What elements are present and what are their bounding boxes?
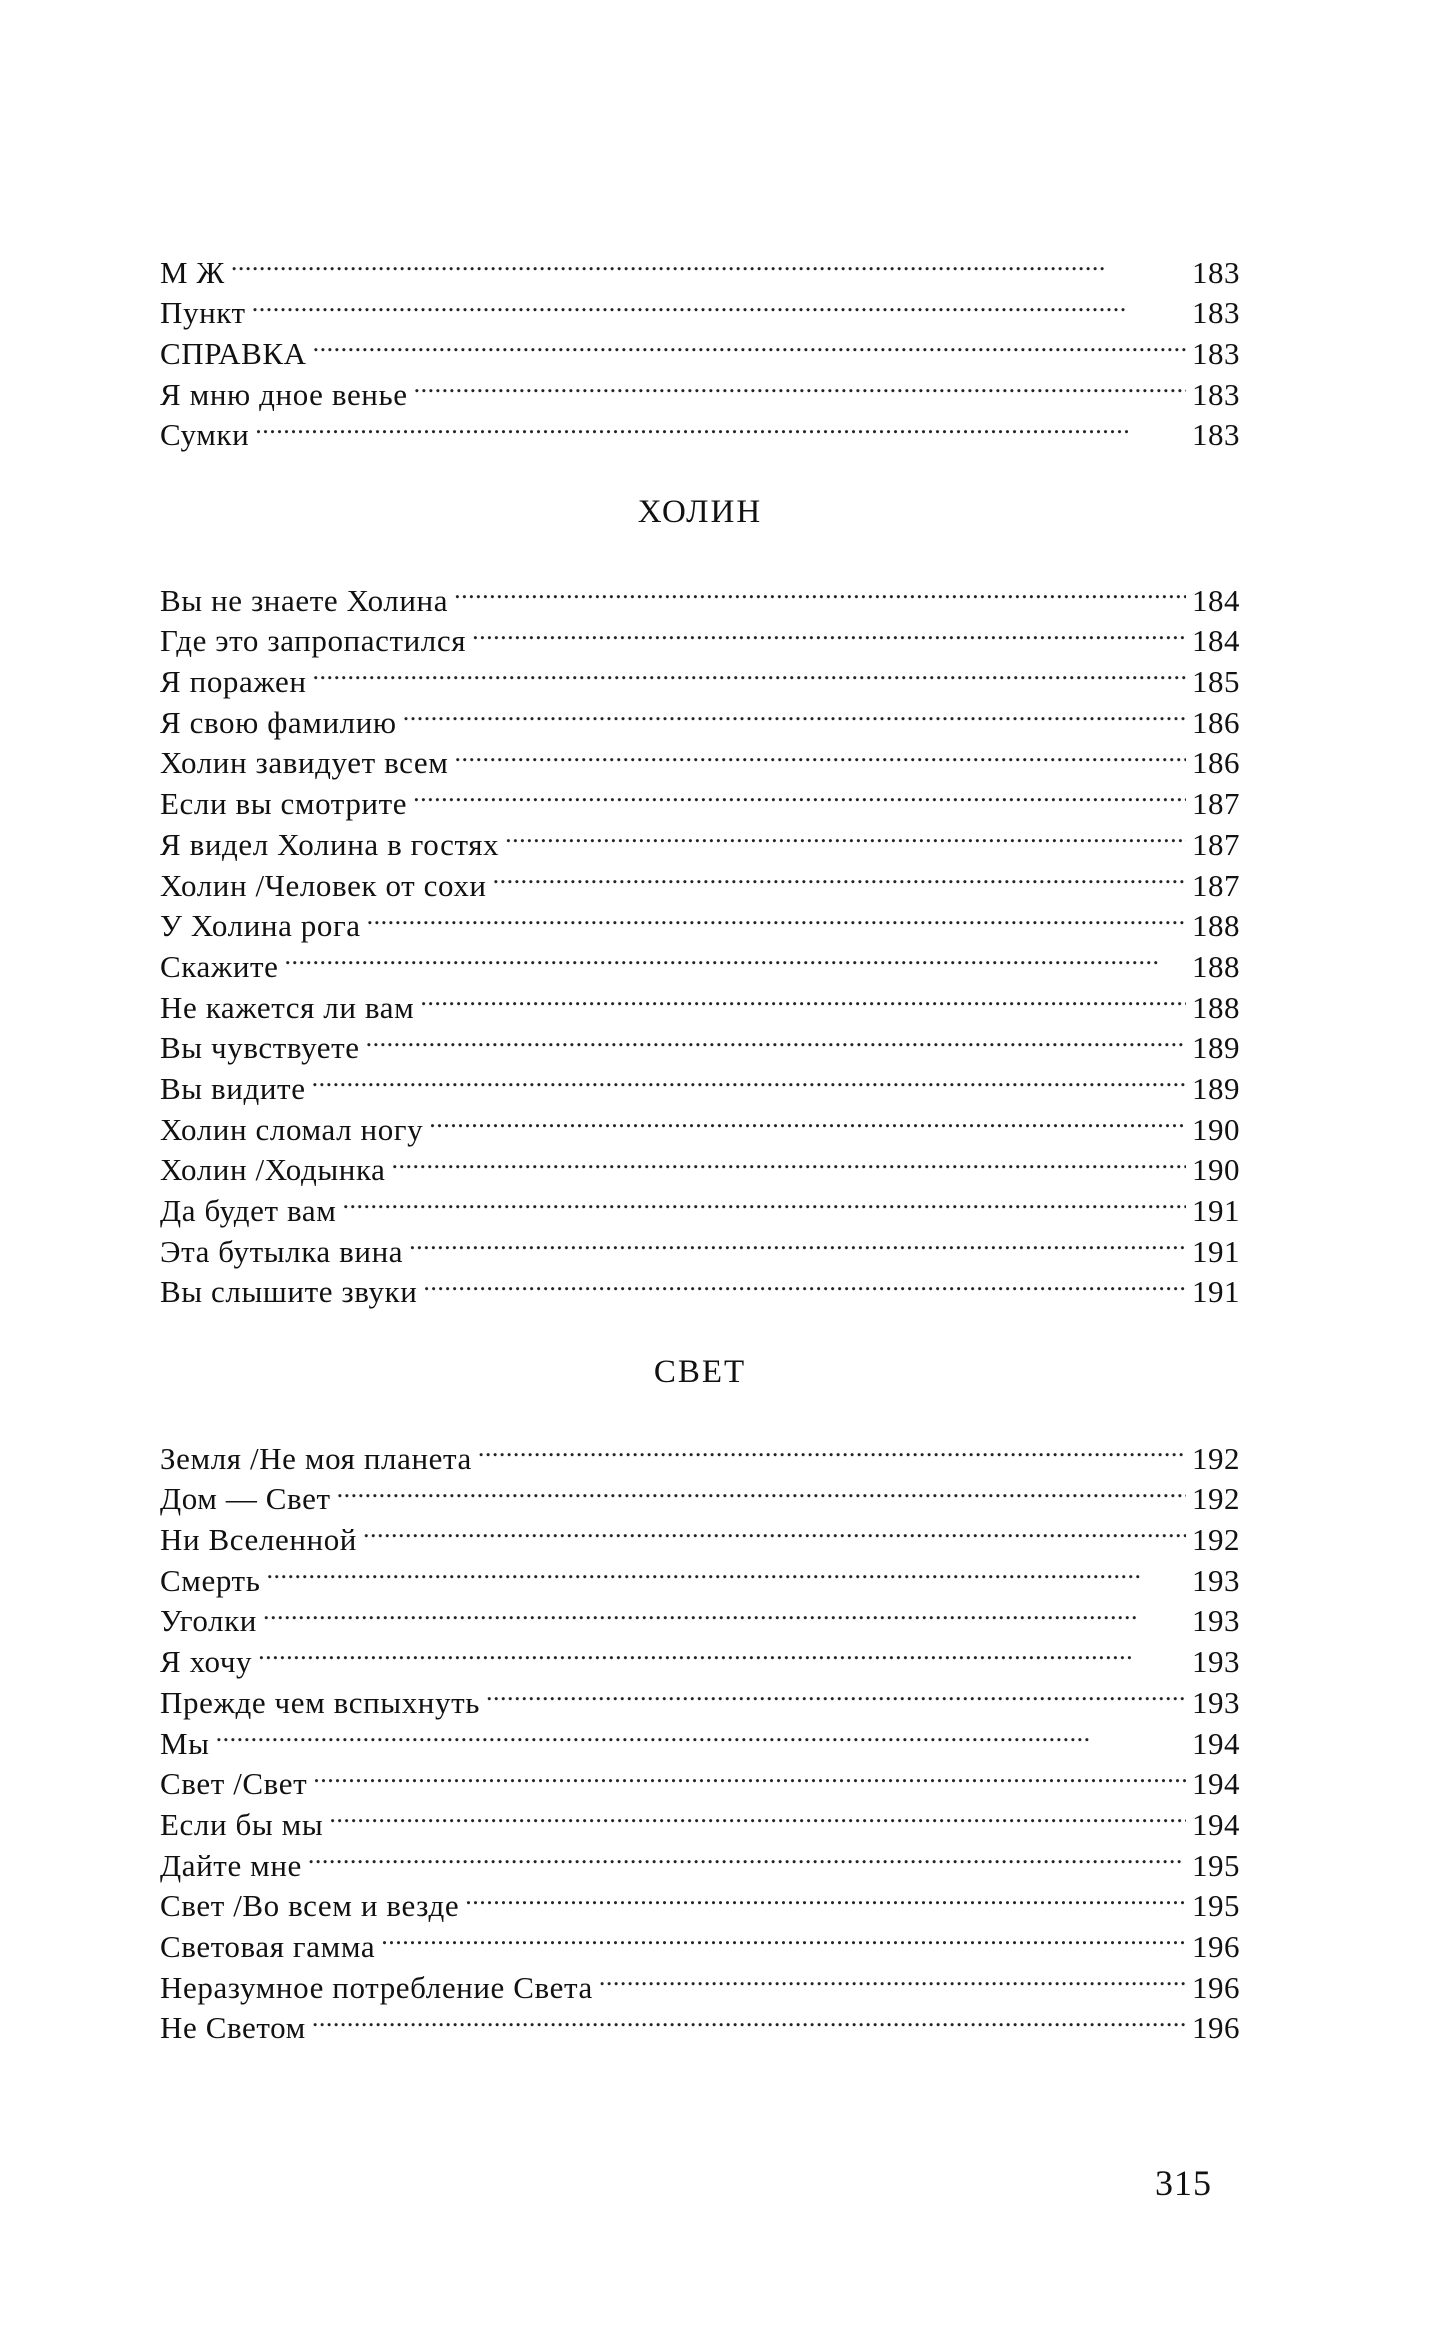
dot-leader bbox=[381, 1916, 1186, 1957]
toc-entry bbox=[160, 1794, 1240, 1842]
toc-entry-page: 194 bbox=[1192, 1725, 1240, 1761]
dot-leader bbox=[263, 1591, 1186, 1632]
toc-entry bbox=[160, 1058, 1240, 1106]
toc-entry-page: 187 bbox=[1192, 826, 1240, 862]
toc-list-svet bbox=[160, 1428, 1240, 2046]
toc-entry-title: Я свою фамилию bbox=[160, 704, 397, 740]
toc-entry-page: 192 bbox=[1192, 1440, 1240, 1476]
toc-entry bbox=[160, 1550, 1240, 1598]
toc-entry-title: Вы чувствуете bbox=[160, 1030, 360, 1066]
toc-list-intro bbox=[160, 242, 1240, 453]
toc-entry-title: Смерть bbox=[160, 1562, 261, 1598]
toc-entry bbox=[160, 364, 1240, 412]
toc-entry-title: Вы видите bbox=[160, 1070, 306, 1106]
toc-entry-title: Ни Вселенной bbox=[160, 1522, 357, 1558]
dot-leader bbox=[285, 936, 1186, 977]
toc-entry-page: 184 bbox=[1192, 582, 1240, 618]
dot-leader bbox=[258, 1631, 1186, 1672]
toc-entry-page: 188 bbox=[1192, 948, 1240, 984]
toc-entry-page: 187 bbox=[1192, 867, 1240, 903]
toc-entry-page: 190 bbox=[1192, 1152, 1240, 1188]
dot-leader bbox=[366, 1018, 1186, 1059]
toc-entry-title: Я видел Холина в гостях bbox=[160, 826, 500, 862]
toc-entry bbox=[160, 323, 1240, 372]
dot-leader bbox=[308, 1835, 1186, 1876]
dot-leader bbox=[505, 814, 1186, 855]
toc-entry-page: 185 bbox=[1192, 664, 1240, 700]
toc-entry bbox=[160, 1672, 1240, 1720]
toc-entry bbox=[160, 242, 1240, 290]
dot-leader bbox=[413, 773, 1186, 814]
dot-leader bbox=[252, 283, 1186, 324]
toc-entry-page: 183 bbox=[1192, 336, 1240, 372]
dot-leader bbox=[266, 1550, 1186, 1591]
toc-entry-page: 189 bbox=[1192, 1070, 1240, 1106]
toc-entry-page: 193 bbox=[1192, 1603, 1240, 1639]
toc-entry-page: 191 bbox=[1192, 1233, 1240, 1269]
toc-entry-title: Если бы мы bbox=[160, 1806, 324, 1842]
toc-entry-title: Сумки bbox=[160, 417, 250, 453]
toc-entry-page: 195 bbox=[1192, 1847, 1240, 1883]
toc-list-holin bbox=[160, 570, 1240, 1310]
toc-entry-title: Земля /Не моя планета bbox=[160, 1440, 472, 1476]
dot-leader bbox=[342, 1180, 1186, 1221]
toc-entry-title: Вы слышите звуки bbox=[160, 1274, 418, 1310]
toc-entry-page: 195 bbox=[1192, 1888, 1240, 1924]
toc-entry-title: Неразумное потребление Света bbox=[160, 1969, 593, 2005]
toc-entry bbox=[160, 692, 1240, 740]
toc-entry-page: 192 bbox=[1192, 1522, 1240, 1558]
toc-entry-page: 187 bbox=[1192, 786, 1240, 822]
toc-entry-title: Свет /Во всем и везде bbox=[160, 1888, 460, 1924]
dot-leader bbox=[465, 1876, 1186, 1917]
toc-entry-page: 184 bbox=[1192, 623, 1240, 659]
toc-entry bbox=[160, 1998, 1240, 2046]
toc-entry-title: Не Светом bbox=[160, 2010, 306, 2046]
toc-entry-title: М Ж bbox=[160, 254, 225, 290]
dot-leader bbox=[255, 405, 1186, 446]
toc-entry-title: Не кажется ли вам bbox=[160, 989, 415, 1025]
dot-leader bbox=[367, 896, 1186, 937]
toc-entry bbox=[160, 651, 1240, 700]
toc-entry-page: 193 bbox=[1192, 1644, 1240, 1680]
dot-leader bbox=[429, 1099, 1186, 1140]
toc-entry-page: 183 bbox=[1192, 254, 1240, 290]
toc-entry-title: Свет /Свет bbox=[160, 1766, 308, 1802]
toc-entry-title: Холин /Ходынка bbox=[160, 1152, 386, 1188]
toc-entry-title: Мы bbox=[160, 1725, 210, 1761]
toc-entry-page: 190 bbox=[1192, 1111, 1240, 1147]
toc-entry bbox=[160, 570, 1240, 618]
toc-entry bbox=[160, 936, 1240, 984]
dot-leader bbox=[392, 1140, 1186, 1181]
toc-entry-page: 183 bbox=[1192, 295, 1240, 331]
toc-entry-page: 196 bbox=[1192, 2010, 1240, 2046]
toc-entry bbox=[160, 1591, 1240, 1639]
toc-entry-page: 183 bbox=[1192, 417, 1240, 453]
dot-leader bbox=[454, 733, 1186, 774]
toc-entry-title: Уголки bbox=[160, 1603, 257, 1639]
toc-entry-title: У Холина рога bbox=[160, 908, 361, 944]
section-heading-holin: ХОЛИН bbox=[637, 494, 763, 530]
toc-entry-title: Прежде чем вспыхнуть bbox=[160, 1684, 480, 1720]
dot-leader bbox=[414, 364, 1186, 405]
toc-entry-title: Где это запропастился bbox=[160, 623, 467, 659]
toc-entry-title: Да будет вам bbox=[160, 1193, 337, 1228]
toc-entry-title: Дом — Свет bbox=[160, 1481, 331, 1517]
toc-entry bbox=[160, 1835, 1240, 1883]
toc-entry-title: Световая гамма bbox=[160, 1928, 376, 1964]
toc-entry-page: 193 bbox=[1192, 1684, 1240, 1720]
dot-leader bbox=[423, 1262, 1186, 1303]
dot-leader bbox=[312, 1998, 1186, 2039]
toc-entry bbox=[160, 977, 1240, 1025]
toc-entry-page: 186 bbox=[1192, 745, 1240, 781]
toc-entry-page: 186 bbox=[1192, 704, 1240, 740]
toc-entry-page: 194 bbox=[1192, 1806, 1240, 1842]
toc-entry-page: 196 bbox=[1192, 1928, 1240, 1964]
toc-entry-title: Я мню дное венье bbox=[160, 376, 408, 412]
dot-leader bbox=[313, 1754, 1186, 1795]
toc-entry-page: 191 bbox=[1192, 1193, 1240, 1228]
toc-entry-title: СПРАВКА bbox=[160, 336, 307, 372]
section-heading-svet: СВЕТ bbox=[653, 1354, 747, 1390]
toc-entry-title: Я хочу bbox=[160, 1644, 253, 1680]
dot-leader bbox=[409, 1221, 1186, 1262]
dot-leader bbox=[312, 1058, 1186, 1099]
dot-leader bbox=[403, 692, 1186, 733]
toc-entry-page: 196 bbox=[1192, 1969, 1240, 2005]
toc-entry-title: Если вы смотрите bbox=[160, 786, 408, 822]
toc-entry-title: Холин сломал ногу bbox=[160, 1111, 424, 1147]
page-number: 315 bbox=[1155, 2163, 1212, 2203]
toc-entry-page: 191 bbox=[1192, 1274, 1240, 1310]
toc-entry-title: Вы не знаете Холина bbox=[160, 582, 449, 618]
toc-entry bbox=[160, 1713, 1240, 1761]
toc-entry-page: 183 bbox=[1192, 376, 1240, 412]
dot-leader bbox=[329, 1794, 1186, 1835]
dot-leader bbox=[313, 323, 1186, 364]
toc-entry-title: Скажите bbox=[160, 948, 279, 984]
dot-leader bbox=[231, 242, 1186, 283]
dot-leader bbox=[420, 977, 1186, 1018]
toc-entry bbox=[160, 283, 1240, 331]
toc-entry-page: 188 bbox=[1192, 989, 1240, 1025]
toc-entry-page: 188 bbox=[1192, 908, 1240, 944]
dot-leader bbox=[599, 1957, 1186, 1998]
dot-leader bbox=[478, 1428, 1186, 1469]
toc-entry bbox=[160, 1099, 1240, 1147]
toc-entry-title: Холин завидует всем bbox=[160, 745, 449, 781]
dot-leader bbox=[216, 1713, 1186, 1754]
toc-entry-title: Дайте мне bbox=[160, 1847, 302, 1883]
toc-entry bbox=[160, 1631, 1240, 1680]
toc-entry-page: 193 bbox=[1192, 1562, 1240, 1598]
toc-entry bbox=[160, 1428, 1240, 1476]
toc-entry-page: 189 bbox=[1192, 1030, 1240, 1066]
toc-entry-title: Я поражен bbox=[160, 664, 307, 700]
toc-entry-title: Холин /Человек от сохи bbox=[160, 867, 487, 903]
dot-leader bbox=[486, 1672, 1186, 1713]
toc-entry-page: 192 bbox=[1192, 1481, 1240, 1517]
dot-leader bbox=[313, 651, 1186, 692]
toc-entry-page: 194 bbox=[1192, 1766, 1240, 1802]
toc-entry-title: Пункт bbox=[160, 295, 246, 331]
toc-entry bbox=[160, 1754, 1240, 1802]
toc-entry bbox=[160, 1876, 1240, 1924]
toc-entry bbox=[160, 405, 1240, 453]
dot-leader bbox=[493, 855, 1186, 896]
dot-leader bbox=[472, 611, 1186, 652]
dot-leader bbox=[454, 570, 1186, 611]
dot-leader bbox=[363, 1509, 1186, 1550]
toc-entry-title: Эта бутылка вина bbox=[160, 1233, 404, 1269]
dot-leader bbox=[337, 1469, 1186, 1510]
